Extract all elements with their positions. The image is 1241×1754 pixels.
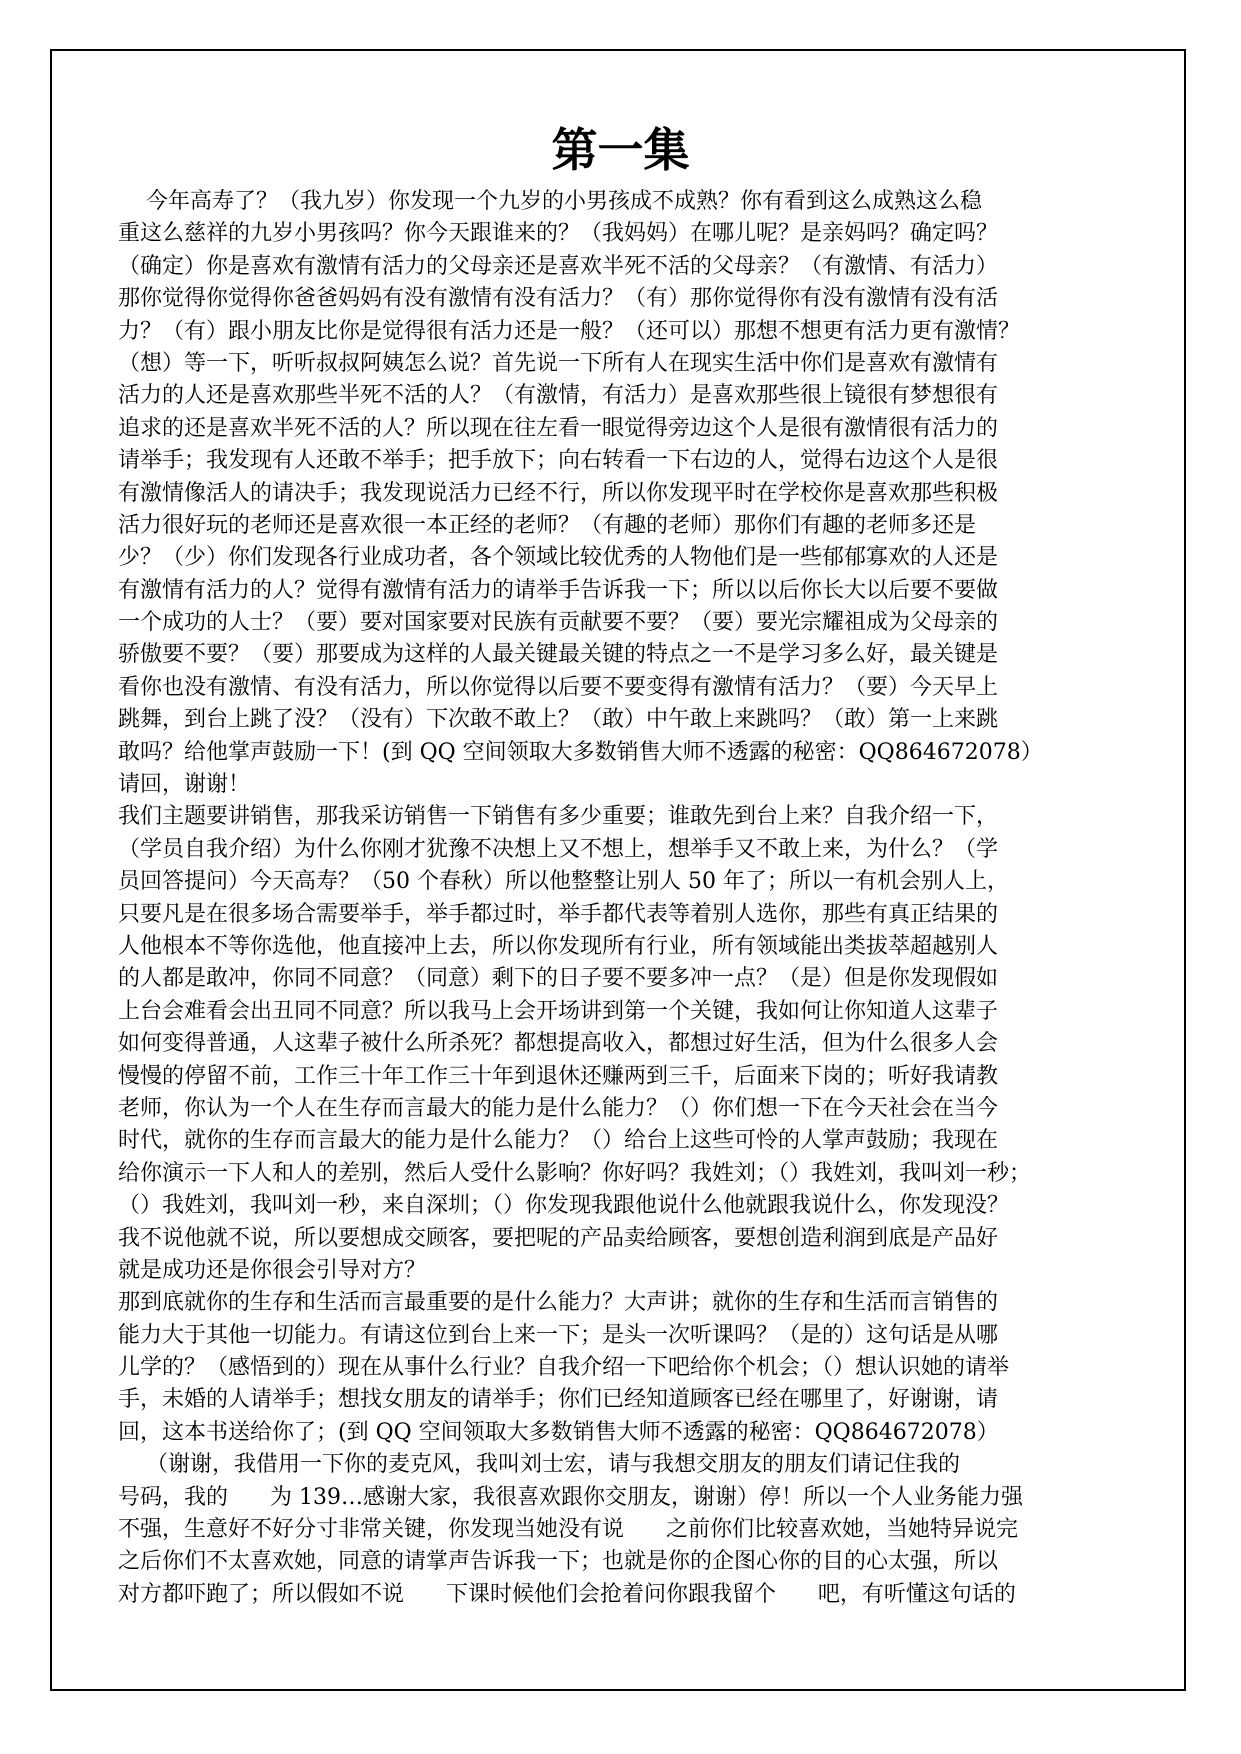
text-line: 之后你们不太喜欢她，同意的请掌声告诉我一下；也就是你的企图心你的目的心太强，所以 xyxy=(118,1549,999,1575)
text-line: 号码，我的 为 139…感谢大家，我很喜欢跟你交朋友，谢谢）停！所以一个人业务能力强 xyxy=(118,1484,1023,1510)
text-line: 我不说他就不说，所以要想成交顾客，要把呢的产品卖给顾客，要想创造利润到底是产品好 xyxy=(118,1225,999,1251)
text-line: 有激情像活人的请决手；我发现说活力已经不行，所以你发现平时在学校你是喜欢那些积极 xyxy=(118,480,999,506)
text-line: 请举手；我发现有人还敢不举手；把手放下；向右转看一下右边的人，觉得右边这个人是很 xyxy=(118,448,999,474)
text-line: 时代，就你的生存而言最大的能力是什么能力？（）给台上这些可怜的人掌声鼓励；我现在 xyxy=(118,1128,999,1154)
page-title: 第一集 xyxy=(551,123,690,177)
text-line: 儿学的？（感悟到的）现在从事什么行业？自我介绍一下吧给你个机会；（）想认识她的请举 xyxy=(118,1355,1010,1381)
text-line: 敢吗？给他掌声鼓励一下！(到 QQ 空间领取大多数销售大师不透露的秘密：QQ864672078） xyxy=(118,739,1043,765)
text-line: 活力很好玩的老师还是喜欢很一本正经的老师？（有趣的老师）那你们有趣的老师多还是 xyxy=(118,512,977,538)
text-line: 那你觉得你觉得你爸爸妈妈有没有激情有没有活力？（有）那你觉得你有没有激情有没有活 xyxy=(118,286,999,312)
text-line: 今年高寿了？（我九岁）你发现一个九岁的小男孩成不成熟？你有看到这么成熟这么稳 xyxy=(118,189,982,214)
text-line: 少？（少）你们发现各行业成功者，各个领域比较优秀的人物他们是一些郁郁寡欢的人还是 xyxy=(118,545,999,571)
text-line: 慢慢的停留不前，工作三十年工作三十年到退休还赚两到三千，后面来下岗的；听好我请教 xyxy=(118,1063,999,1089)
text-line: 重这么慈祥的九岁小男孩吗？你今天跟谁来的？（我妈妈）在哪儿呢？是亲妈吗？确定吗？ xyxy=(118,221,999,247)
text-line: 跳舞，到台上跳了没？（没有）下次敢不敢上？（敢）中午敢上来跳吗？（敢）第一上来跳 xyxy=(118,707,999,733)
text-line: 力？（有）跟小朋友比你是觉得很有活力还是一般？（还可以）那想不想更有活力更有激情？ xyxy=(118,318,1021,344)
text-line: 一个成功的人士？（要）要对国家要对民族有贡献要不要？（要）要光宗耀祖成为父母亲的 xyxy=(118,610,999,636)
text-line: 给你演示一下人和人的差别，然后人受什么影响？你好吗？我姓刘；（）我姓刘，我叫刘一秒； xyxy=(118,1160,1032,1186)
document-body xyxy=(118,186,1128,1611)
text-line: （）我姓刘，我叫刘一秒，来自深圳；（）你发现我跟他说什么他就跟我说什么，你发现没？ xyxy=(118,1193,1010,1219)
text-line: （谢谢，我借用一下你的麦克风，我叫刘士宏，请与我想交朋友的朋友们请记住我的 xyxy=(118,1452,960,1478)
text-line: 回，这本书送给你了；(到 QQ 空间领取大多数销售大师不透露的秘密：QQ864672078） xyxy=(118,1419,999,1445)
text-line: 的人都是敢冲，你同不同意？（同意）剩下的日子要不要多冲一点？（是）但是你发现假如 xyxy=(118,966,999,992)
text-line: 看你也没有激情、有没有活力，所以你觉得以后要不要变得有激情有活力？（要）今天早上 xyxy=(118,674,999,700)
text-line: （想）等一下，听听叔叔阿姨怎么说？首先说一下所有人在现实生活中你们是喜欢有激情有 xyxy=(118,350,999,376)
text-line: 追求的还是喜欢半死不活的人？所以现在往左看一眼觉得旁边这个人是很有激情很有活力的 xyxy=(118,415,999,441)
text-line: 能力大于其他一切能力。有请这位到台上来一下；是头一次听课吗？（是的）这句话是从哪 xyxy=(118,1322,999,1348)
text-line: 就是成功还是你很会引导对方？ xyxy=(118,1257,427,1283)
text-line: 人他根本不等你选他，他直接冲上去，所以你发现所有行业，所有领域能出类拔萃超越别人 xyxy=(118,933,999,959)
text-line: 有激情有活力的人？觉得有激情有活力的请举手告诉我一下；所以以后你长大以后要不要做 xyxy=(118,577,999,603)
text-line: 请回，谢谢！ xyxy=(118,772,251,798)
text-line: 活力的人还是喜欢那些半死不活的人？（有激情，有活力）是喜欢那些很上镜很有梦想很有 xyxy=(118,383,999,409)
text-line: 员回答提问）今天高寿？（50 个春秋）所以他整整让别人 50 年了；所以一有机会别人上， xyxy=(118,869,1009,895)
text-line: 上台会难看会出丑同不同意？所以我马上会开场讲到第一个关键，我如何让你知道人这辈子 xyxy=(118,998,999,1024)
text-line: 老师，你认为一个人在生存而言最大的能力是什么能力？（）你们想一下在今天社会在当今 xyxy=(118,1095,999,1121)
text-line: 手，未婚的人请举手；想找女朋友的请举手；你们已经知道顾客已经在哪里了，好谢谢，请 xyxy=(118,1387,999,1413)
text-line: 那到底就你的生存和生活而言最重要的是什么能力？大声讲；就你的生存和生活而言销售的 xyxy=(118,1290,999,1316)
text-line: 对方都吓跑了；所以假如不说 下课时候他们会抢着问你跟我留个 吧，有听懂这句话的 xyxy=(118,1581,1016,1607)
text-line: （确定）你是喜欢有激情有活力的父母亲还是喜欢半死不活的父母亲？（有激情、有活力） xyxy=(118,253,999,279)
text-line: 不强，生意好不好分寸非常关键，你发现当她没有说 之前你们比较喜欢她，当她特异说完 xyxy=(118,1517,1018,1543)
text-line: 我们主题要讲销售，那我采访销售一下销售有多少重要；谁敢先到台上来？自我介绍一下， xyxy=(118,804,999,830)
text-line: 骄傲要不要？（要）那要成为这样的人最关键最关键的特点之一不是学习多么好，最关键是 xyxy=(118,642,999,668)
text-line: 只要凡是在很多场合需要举手，举手都过时，举手都代表等着别人选你，那些有真正结果的 xyxy=(118,901,999,927)
text-line: （学员自我介绍）为什么你刚才犹豫不决想上又不想上，想举手又不敢上来，为什么？（学 xyxy=(118,836,999,862)
text-line: 如何变得普通，人这辈子被什么所杀死？都想提高收入，都想过好生活，但为什么很多人会 xyxy=(118,1031,999,1057)
